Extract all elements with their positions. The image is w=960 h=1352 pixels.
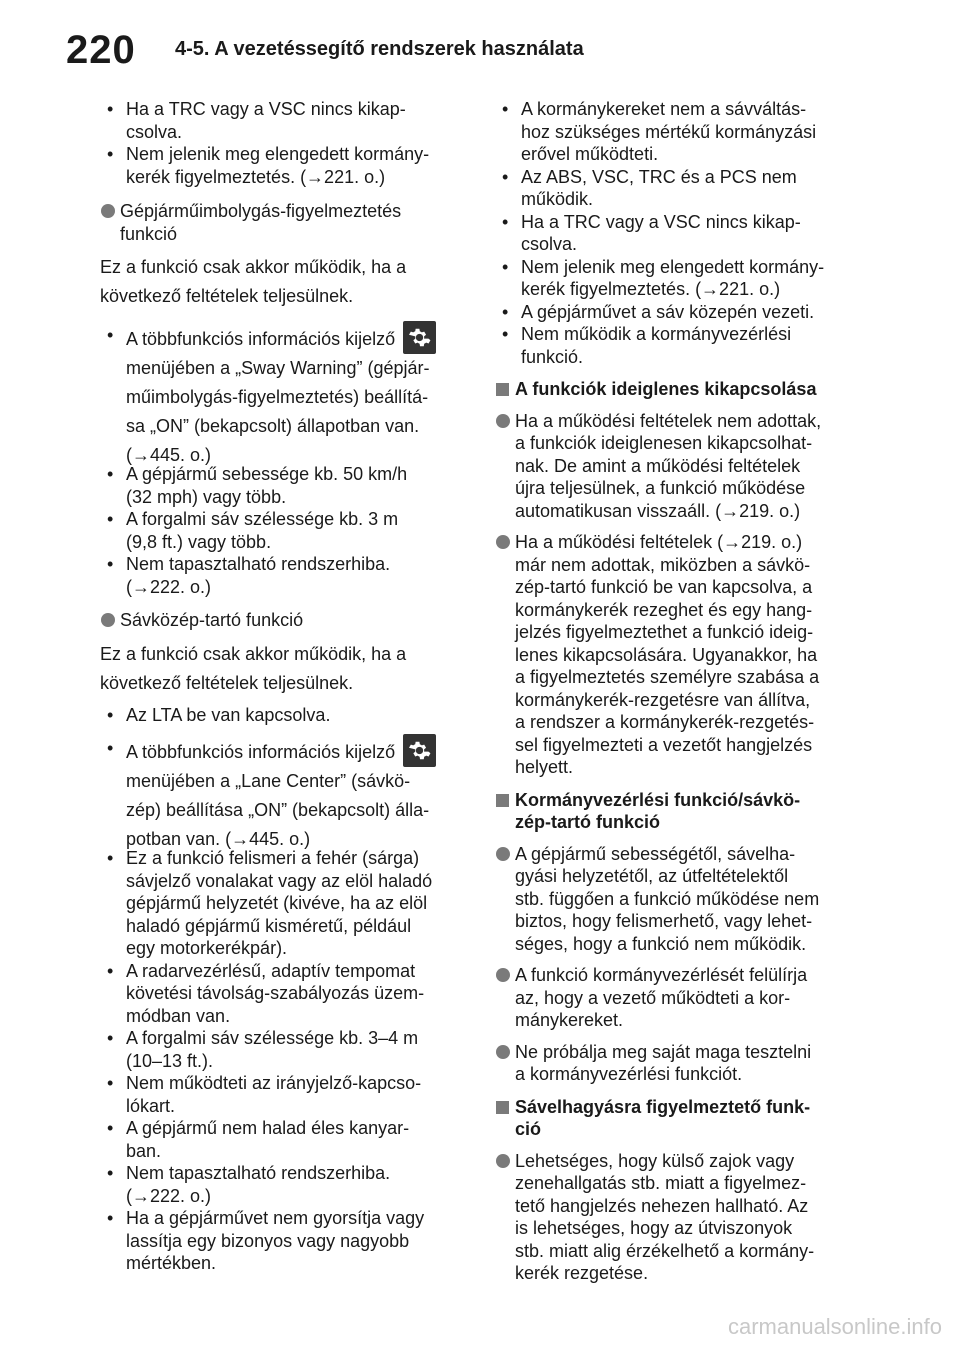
circle-bullet-icon [101, 204, 115, 218]
square-bullet-icon [496, 794, 509, 807]
sway-condition-intro: Ez a funkció csak akkor működik, ha a következő feltételek teljesülnek. [100, 257, 407, 306]
list-item: • A gépjármű sebessége kb. 50 km/h (32 mph) vagy több. [107, 464, 408, 507]
list-item: Ne próbálja meg saját maga tesztelni a kormányvezérlési funkciót. [495, 1041, 860, 1086]
gear-icon [403, 734, 436, 767]
circle-bullet-icon [496, 1154, 510, 1168]
list-item: A funkció kormányvezérlését felülírja az, hogy a vezető működteti a kor- mánykereket. [495, 964, 860, 1032]
list-item: • A többfunkciós információs kijelző menüjében a „Lane Center” (sávkö- zép) beállítása „ON” (bekapcsolt) álla- potban van. (→445. o.) [100, 734, 470, 854]
page-header [0, 0, 960, 90]
list-item: • A kormánykereket nem a sávváltás- hoz szükséges mértékű kormányzási erővel működteti. [502, 99, 817, 164]
list-item: • Nem tapasztalható rendszerhiba. (→222. o.) [107, 1163, 391, 1206]
list-item: • A gépjárművet a sáv közepén vezeti. [502, 301, 815, 322]
list-item: • A forgalmi sáv szélessége kb. 3 m (9,8 ft.) vagy több. [107, 509, 399, 552]
left-column [100, 90, 470, 1275]
list-item: • Ha a TRC vagy a VSC nincs kikap- csolva. [502, 211, 801, 254]
page-number: 220 [66, 28, 136, 72]
list-item: • A többfunkciós információs kijelző menüjében a „Sway Warning” (gépjár- műimbolygás-figyelmeztetés) beállítá- sa „ON” (bekapcsolt) állapotban van. (→445. o.) [100, 321, 470, 470]
list-item: Ha a működési feltételek nem adottak, a funkciók ideiglenesen kikapcsolhat- nak. De amint a működési feltételek újra teljesülnek, a funkció működése automatikusan visszaáll. (→219. o.) [495, 410, 860, 523]
circle-bullet-icon [496, 414, 510, 428]
circle-bullet-icon [496, 847, 510, 861]
circle-bullet-icon [496, 1045, 510, 1059]
gear-icon [403, 321, 436, 354]
list-item: • A gépjármű nem halad éles kanyar- ban. [107, 1118, 410, 1161]
circle-bullet-icon [496, 968, 510, 982]
list-item: • Nem tapasztalható rendszerhiba. (→222. o.) [107, 554, 391, 597]
list-item: • Ha a TRC vagy a VSC nincs kikap- csolva. [107, 99, 406, 142]
right-column [495, 90, 860, 1285]
list-item: • Ez a funkció felismeri a fehér (sárga) sávjelző vonalakat vagy az elöl haladó gépjármű helyzetét (kivéve, ha az elöl haladó gépjármű kisméretű, például egy motorkerékpár). [107, 848, 433, 958]
lane-departure-heading: Sávelhagyásra figyelmeztető funk- ció [495, 1096, 860, 1141]
lane-center-heading: Sávközép-tartó funkció [100, 609, 470, 632]
list-item: A gépjármű sebességétől, sávelha- gyási helyzetétől, az útfeltételektől stb. függően a funkció működése nem biztos, hogy felismerhető, vagy lehet- séges, hogy a funkció nem működik. [495, 843, 860, 956]
circle-bullet-icon [496, 535, 510, 549]
list-item: • Ha a gépjárművet nem gyorsítja vagy lassítja egy bizonyos vagy nagyobb mértékben. [107, 1208, 425, 1273]
circle-bullet-icon [101, 613, 115, 627]
list-item: • Az LTA be van kapcsolva. [107, 704, 331, 725]
square-bullet-icon [496, 1101, 509, 1114]
lane-center-condition-intro: Ez a funkció csak akkor működik, ha a következő feltételek teljesülnek. [100, 643, 407, 693]
list-item: • Nem jelenik meg elengedett kormány- kerék figyelmeztetés. (→221. o.) [502, 256, 825, 299]
list-item: • Nem működik a kormányvezérlési funkció. [502, 324, 792, 367]
steering-control-heading: Kormányvezérlési funkció/sávkö- zép-tartó funkció [495, 789, 860, 834]
list-item: • A forgalmi sáv szélessége kb. 3–4 m (10–13 ft.). [107, 1028, 419, 1071]
watermark: carmanualsonline.info [727, 1314, 942, 1339]
list-item: • A radarvezérlésű, adaptív tempomat követési távolság-szabályozás üzem- módban van. [107, 960, 425, 1026]
list-item: Ha a működési feltételek (→219. o.) már nem adottak, miközben a sávkö- zép-tartó funkció be van kapcsolva, a kormánykerék rezeghet és egy hang- jelzés figyelmeztethet a funkció ideig- lenes kikapcsolására. Ugyanakkor, ha a figyelmeztetés személyre szabása a kormánykerék-rezgetésre van állítva, a rendszer a kormánykerék-rezgetés- sel figyelmezteti a vezetőt hangjelzés helyett. [495, 531, 860, 779]
list-item: Lehetséges, hogy külső zajok vagy zenehallgatás stb. miatt a figyelmez- tető hangjelzés nehezen hallható. Az is lehetséges, hogy az útviszonyok stb. miatt alig érzékelhető a kormány- kerék rezgetése. [495, 1150, 860, 1285]
temporary-cancel-heading: A funkciók ideiglenes kikapcsolása [495, 378, 860, 401]
list-item: • Nem működteti az irányjelző-kapcso- lókart. [107, 1073, 422, 1116]
section-title: 4-5. A vezetéssegítő rendszerek használata [175, 38, 584, 60]
list-item: • Nem jelenik meg elengedett kormány- kerék figyelmeztetés. (→221. o.) [107, 144, 430, 187]
list-item: • Az ABS, VSC, TRC és a PCS nem működik. [502, 166, 797, 209]
square-bullet-icon [496, 383, 509, 396]
sway-warning-heading: Gépjárműimbolygás-figyelmeztetés funkció [100, 200, 470, 245]
